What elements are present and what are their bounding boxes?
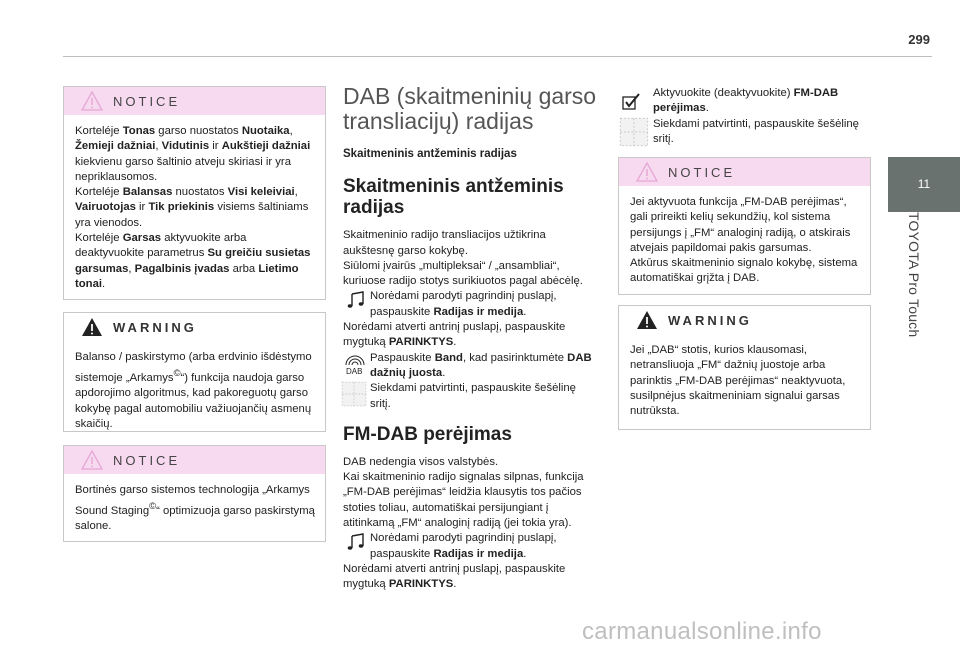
step-radio-media (343, 289, 599, 320)
top-rule (63, 56, 932, 57)
section-paragraph: DAB nedengia visos valstybės. Kai skaitmeninio radijo signalas silpnas, funkcija „FM-DAB perėjimas“ leidžia klausytis tos pačios stoties toliau, automatiškai persijungiant į atitinkamą „FM“ analoginį radiją (jei tokia yra). (343, 455, 584, 530)
shaded-area-icon (619, 117, 649, 147)
step-radio-media (343, 531, 599, 562)
warning-triangle-icon (636, 310, 658, 330)
chapter-title: TOYOTA Pro Touch (906, 212, 922, 338)
warning-title: WARNING (668, 313, 752, 328)
checkbox-icon (622, 92, 642, 110)
section-paragraph: Skaitmeninio radijo transliacijos užtikrina aukštesnę garso kokybę. Siūlomi įvairūs „multipleksai“ / „ansambliai“, kuriuose radijo stotys surikiuotos pagal abėcėlę. (343, 229, 583, 288)
notice-title: NOTICE (113, 94, 181, 109)
chapter-number: 11 (917, 177, 931, 191)
sub-heading: Skaitmeninis antžeminis radijas (343, 148, 517, 160)
step-text: Aktyvuokite (deaktyvuokite) FM-DAB perėjimas. (653, 87, 839, 115)
warning-box-1 (63, 312, 326, 432)
notice-triangle-icon (81, 450, 103, 470)
warning-header (619, 306, 870, 334)
step-toggle-fm-dab (620, 86, 868, 117)
step-text: Paspauskite Band, kad pasirinktumėte DAB dažnių juosta. (370, 351, 592, 379)
music-note-icon (346, 533, 366, 551)
notice-text: Korteléje Tonas garso nuostatos Nuotaika, Žemieji dažniai, Vidutinis ir Aukštieji dažniai kiekvienu garso šaltinio atveju skiriasi ir yra nepriklausomos. Korteléje Balansas nuostatos Visi keleiviai, Vairuotojas ir Tik priekinis visiems šaltiniams yra vienodos. Korteléje Garsas aktyvuokite arba deaktyvuokite parametrus Su greičiu susietas garsumas, Pagalbinis įvadas arba Lietimo tonai. (75, 125, 311, 290)
step-text: Norėdami parodyti pagrindinį puslapį, paspauskite Radijas ir medija. (370, 290, 557, 318)
dab-icon-label: DAB (346, 366, 363, 375)
warning-title: WARNING (113, 320, 197, 335)
warning-box-2 (618, 305, 871, 430)
column-2 (343, 84, 599, 593)
step-text: Siekdami patvirtinti, paspauskite šešėlinę sritį. (370, 382, 576, 410)
page-number: 299 (908, 32, 930, 47)
step-text: Siekdami patvirtinti, paspauskite šešėlinę sritį. (653, 117, 859, 145)
warning-header (64, 313, 325, 341)
step-confirm (620, 117, 868, 148)
step-band (343, 351, 599, 382)
warning-text: Balanso / paskirstymo (arba erdvinio išdėstymo sistemoje „Arkamys©“) funkcija naudoja garso apdorojimo algoritmus, kad pakoreguotų garso kokybę pagal automobiliu važiuojančių asmenų skaičių. (75, 351, 312, 430)
chapter-title-wrap (888, 212, 934, 402)
shaded-area-icon (341, 381, 367, 407)
notice-header (64, 87, 325, 115)
notice-box-1 (63, 86, 326, 300)
step-text: Norėdami parodyti pagrindinį puslapį, paspauskite Radijas ir medija. (370, 532, 557, 560)
notice-title: NOTICE (668, 165, 736, 180)
notice-box-2 (63, 445, 326, 542)
notice-triangle-icon (81, 91, 103, 111)
warning-triangle-icon (81, 317, 103, 337)
warning-text: Jei „DAB“ stotis, kurios klausomasi, netransliuoja „FM“ dažnių juostoje arba parinktis „FM-DAB perėjimas“ neaktyvuota, susilpnėjus skaitmeniniam signalui garsas nutrūksta. (630, 344, 846, 418)
notice-text: Jei aktyvuota funkcija „FM-DAB perėjimas“, gali prireikti kelių sekundžių, kol sistema persijungs į „FM“ analoginį radiją, o atskirais atvejais papildomai pakis garsumas. Atkūrus skaitmeninio signalo kokybę, sistema automatiškai grįžta į DAB. (630, 196, 858, 285)
notice-title: NOTICE (113, 453, 181, 468)
chapter-tab[interactable] (888, 157, 960, 212)
watermark: carmanualsonline.info (582, 618, 822, 645)
dab-icon (343, 353, 367, 375)
column-3 (620, 86, 868, 147)
main-heading: DAB (skaitmeninių garso transliacijų) radijas (343, 83, 597, 134)
section-title: FM-DAB perėjimas (343, 423, 512, 445)
step-options: Norėdami atverti antrinį puslapį, paspauskite mygtuką PARINKTYS. (343, 321, 566, 349)
notice-header (64, 446, 325, 474)
notice-header (619, 158, 870, 186)
section-title: Skaitmeninis antžeminis radijas (343, 176, 564, 219)
notice-triangle-icon (636, 162, 658, 182)
notice-text: Bortinės garso sistemos technologija „Arkamys Sound Staging©“ optimizuoja garso paskirstymą salone. (75, 484, 315, 533)
step-confirm (343, 381, 599, 412)
music-note-icon (346, 291, 366, 309)
notice-box-3 (618, 157, 871, 295)
step-options: Norėdami atverti antrinį puslapį, paspauskite mygtuką PARINKTYS. (343, 562, 566, 591)
